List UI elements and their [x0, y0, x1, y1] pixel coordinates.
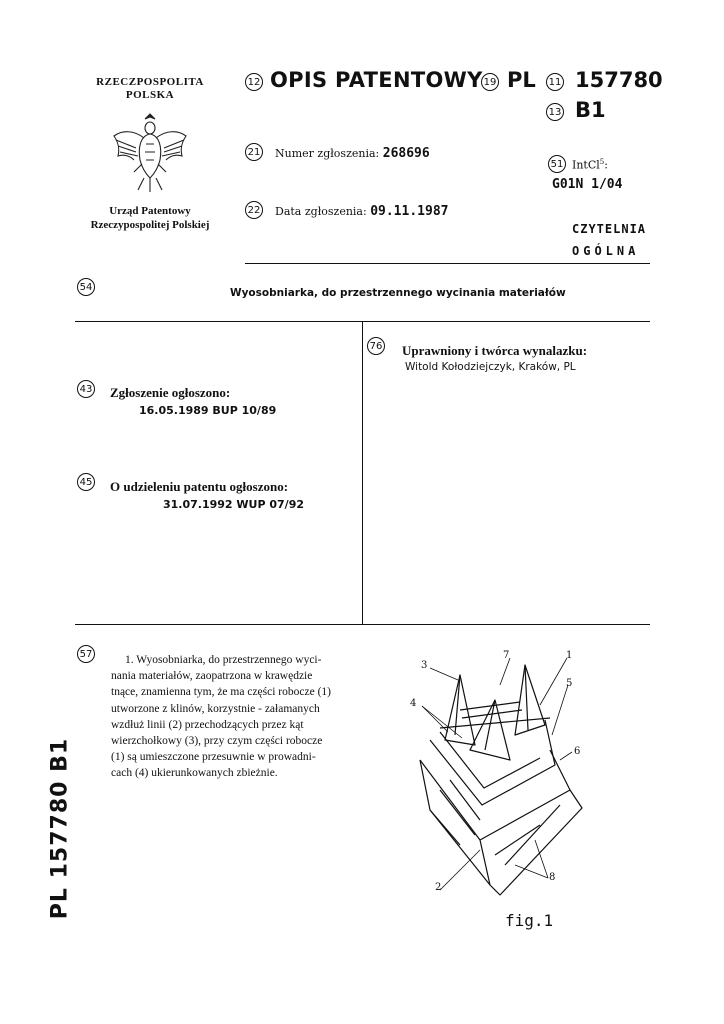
country-name: [80, 76, 220, 102]
inid-code-76: 76: [367, 337, 385, 355]
stamp-line2: OGÓLNA: [572, 244, 640, 258]
filing-date: [275, 204, 448, 219]
inid-code-11: 11: [546, 73, 564, 91]
figure-label-2: 2: [435, 882, 442, 893]
claim-line: wzdłuż linii (2) przechodzących przez kąt: [111, 718, 304, 731]
document-type: OPIS PATENTOWY: [270, 68, 483, 92]
figure-label-5: 5: [566, 678, 573, 689]
patent-number: 157780: [575, 68, 663, 92]
claim-line: cach (4) ukierunkowanych zbieżnie.: [111, 767, 278, 780]
grant-value: 31.07.1992 WUP 07/92: [163, 498, 305, 511]
claim-line: tnące, znamienna tym, że ma części robocze (1): [111, 686, 331, 699]
figure-label-3: 3: [421, 660, 428, 671]
inid-code-22: 22: [245, 201, 263, 219]
filing-date-label: Data zgłoszenia:: [275, 205, 367, 218]
country-code: PL: [507, 68, 536, 92]
claim-line: (1) są umieszczone przesuwnie w prowadni-: [111, 751, 316, 764]
holder-label: Uprawniony i twórca wynalazku:: [402, 343, 588, 358]
claim-line: utworzone z klinów, korzystnie - załamanych: [111, 702, 320, 715]
figure-label-8: 8: [549, 872, 556, 883]
figure-label-1: 1: [566, 650, 573, 661]
filing-date-value: 09.11.1987: [370, 204, 449, 219]
inid-code-12: 12: [245, 73, 263, 91]
application-number-value: 268696: [382, 146, 430, 161]
rule-under-header: [245, 263, 650, 264]
inid-code-21: 21: [245, 143, 263, 161]
application-number: [275, 146, 430, 161]
figure-caption: fig.1: [505, 911, 554, 930]
claim-line: 1. Wyosobniarka, do przestrzennego wyci-: [125, 654, 322, 666]
claim-line: wierzchołkowy (3), przy czym części robocze: [111, 735, 323, 748]
eagle-emblem-icon: [108, 108, 192, 194]
publication-value: 16.05.1989 BUP 10/89: [139, 404, 277, 417]
country-line1: RZECZPOSPOLITA: [96, 76, 204, 88]
claim-line: nania materiałów, zaopatrzona w krawędzie: [111, 670, 313, 683]
invention-title: Wyosobniarka, do przestrzennego wycinania materiałów: [230, 287, 566, 299]
figure-label-7: 7: [503, 650, 510, 661]
kind-code: B1: [575, 98, 606, 122]
figure-label-6: 6: [574, 746, 581, 757]
inid-code-45: 45: [77, 473, 95, 491]
ipc-label-text: IntCl: [572, 158, 600, 172]
application-number-label: Numer zgłoszenia:: [275, 147, 380, 160]
side-patent-number: PL 157780 B1: [47, 737, 73, 920]
office-line2: Rzeczypospolitej Polskiej: [90, 219, 210, 231]
country-line2: POLSKA: [125, 89, 175, 101]
stamp-line1: CZYTELNIA: [572, 222, 647, 236]
inid-code-13: 13: [546, 103, 564, 121]
inid-code-54: 54: [77, 278, 95, 296]
inid-code-51: 51: [548, 155, 566, 173]
ipc-label: IntCl$^5$:: [572, 158, 608, 172]
ipc-superscript: 5: [599, 158, 605, 166]
office-line1: Urząd Patentowy: [109, 205, 191, 217]
inid-code-43: 43: [77, 380, 95, 398]
rule-above-claim: [75, 624, 650, 625]
grant-label: O udzieleniu patentu ogłoszono:: [110, 479, 289, 494]
publication-label: Zgłoszenie ogłoszono:: [110, 385, 231, 400]
ipc-value: G01N 1/04: [552, 177, 623, 192]
inid-code-57: 57: [77, 645, 95, 663]
figure-label-4: 4: [410, 698, 417, 709]
holder-value: Witold Kołodziejczyk, Kraków, PL: [405, 361, 576, 373]
column-divider: [362, 321, 363, 624]
office-name: [56, 204, 244, 232]
claim-text: [111, 652, 369, 782]
library-stamp: [572, 218, 646, 262]
inid-code-19: 19: [481, 73, 499, 91]
